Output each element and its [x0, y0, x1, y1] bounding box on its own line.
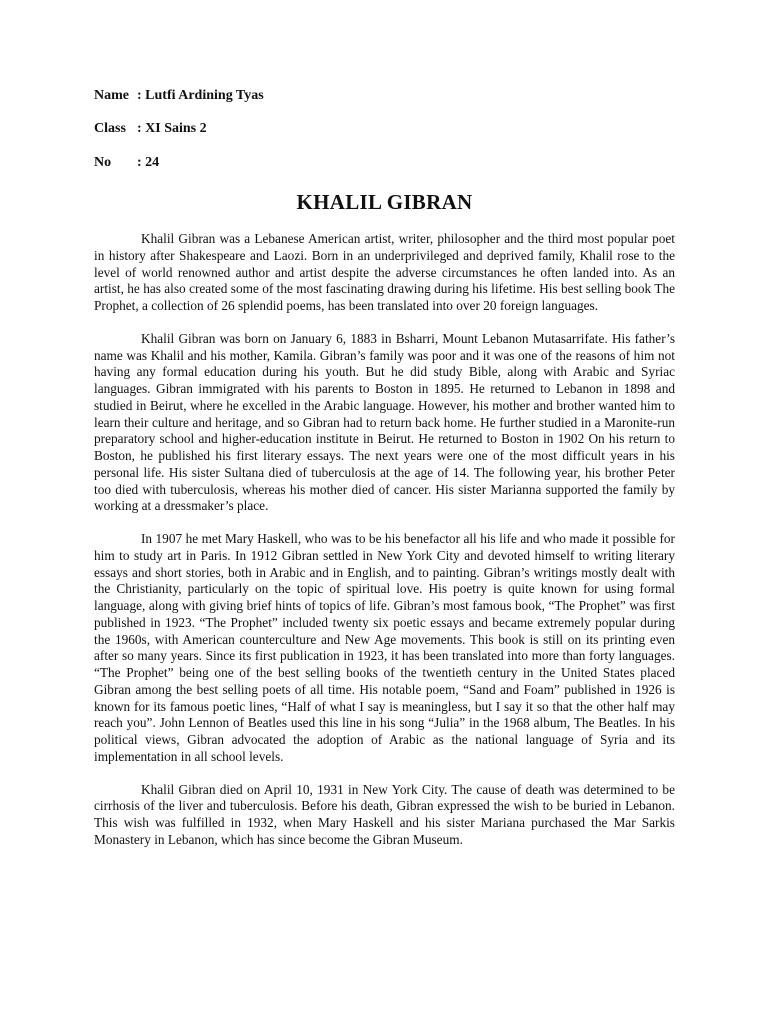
paragraph-career: In 1907 he met Mary Haskell, who was to be his benefactor all his life and who made it possible for him to study art in Paris. In 1912 Gibran settled in New York City and devoted himself to writing literary essays and short stories, both in Arabic and in English, and to painting. Gibran’s writings mostly dealt with the Christianity, particularly on the topic of spiritual love. His poetry is quite known for using formal language, along with giving brief hints of topics of life. Gibran’s most famous book, “The Prophet” was first published in 1923. “The Prophet” included twenty six poetic essays and became extremely popular during the 1960s, with American counterculture and New Age movements. This book is still on its printing even after so many years. Since its first publication in 1923, it has been translated into more than forty languages. “The Prophet” being one of the best selling books of the twentieth century in the United States placed Gibran among the best selling poets of all time. His notable poem, “Sand and Foam” published in 1926 is known for its famous poetic lines, “Half of what I say is meaningless, but I say it so that the other half may reach you”. John Lennon of Beatles used this line in his song “Julia” in the 1968 album, The Beatles. In his political views, Gibran advocated the adoption of Arabic as the national language of Syria and its implementation in all school levels. — [94, 531, 675, 764]
name-label: Name — [94, 88, 129, 103]
paragraph-death: Khalil Gibran died on April 10, 1931 in New York City. The cause of death was determined to be cirrhosis of the liver and tuberculosis. Before his death, Gibran expressed the wish to be buried in Lebanon. This wish was fulfilled in 1932, when Mary Haskell and his sister Mariana purchased the Mar Sarkis Monastery in Lebanon, which has since become the Gibran Museum. — [94, 781, 675, 847]
paragraph-early-life: Khalil Gibran was born on January 6, 1883 in Bsharri, Mount Lebanon Mutasarrifate. His father’s name was Khalil and his mother, Kamila. Gibran’s family was poor and it was one of the reasons of him not having any formal education during his youth. But he did study Bible, along with Arabic and Syriac languages. Gibran immigrated with his parents to Boston in 1895. He returned to Lebanon in 1898 and studied in Beirut, where he excelled in the Arabic language. However, his mother and brother wanted him to learn their culture and heritage, and so Gibran had to return back home. He further studied in a Maronite-run preparatory school and higher-education institute in Beirut. He returned to Boston in 1902 On his return to Boston, he published his first literary essays. The next years were one of the most difficult years in his personal life. His sister Sultana died of tuberculosis at the age of 14. The following year, his brother Peter too died with tuberculosis, whereas his mother died of cancer. His sister Marianna supported the family by working at a dressmaker’s place. — [94, 330, 675, 514]
paragraph-intro: Khalil Gibran was a Lebanese American artist, writer, philosopher and the third most popular poet in history after Shakespeare and Laozi. Born in an underprivileged and deprived family, Khalil rose to the level of world renowned author and artist despite the adverse circumstances he often landed into. As an artist, he has also created some of the most fascinating drawing during his lifetime. His best selling book The Prophet, a collection of 26 splendid poems, has been translated into over 20 foreign languages. — [94, 231, 675, 313]
number-value: : 24 — [137, 155, 160, 170]
class-value: : XI Sains 2 — [137, 121, 207, 136]
name-value: : Lutfi Ardining Tyas — [137, 88, 264, 103]
student-class-row — [94, 121, 207, 137]
class-label: Class — [94, 121, 126, 136]
student-number-row — [94, 155, 159, 171]
document-body — [94, 231, 675, 865]
student-name-row — [94, 88, 264, 104]
number-label: No — [94, 155, 112, 170]
document-title: KHALIL GIBRAN — [296, 190, 473, 214]
